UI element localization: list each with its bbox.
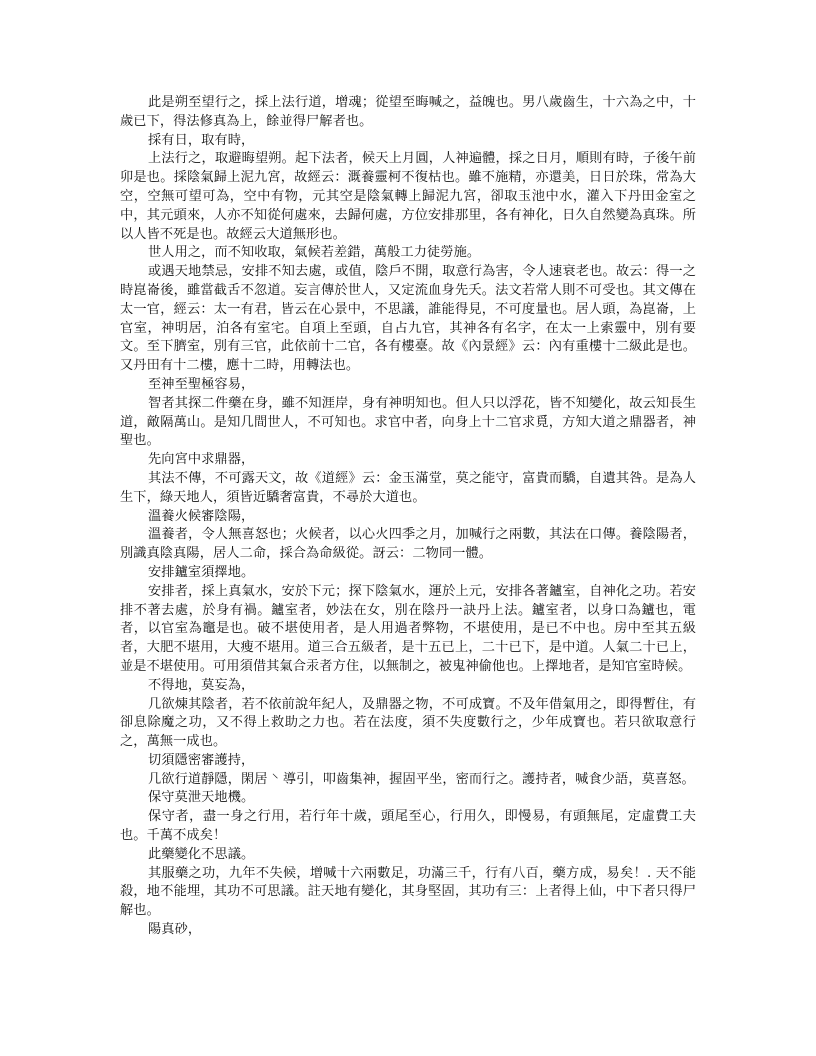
paragraph: 其法不傳，不可露天文，故《道經》云：金玉滿堂，莫之能守，富貴而驕，自遺其咎。是為人生下，綠天地人，須皆近驕奢富貴，不尋於大道也。 <box>120 470 696 505</box>
verse-line: 切須隱密審護持， <box>148 752 255 768</box>
verse-line: 採有日，取有時， <box>148 132 255 148</box>
verse-line: 先向宮中求鼎器， <box>148 452 255 468</box>
paragraph: 此是朔至望行之，採上法行道，增魂；從望至晦喊之，益魄也。男八歲齒生，十六為之中，十歲已下，得法修真為上，餘並得尸解者也。 <box>120 95 696 129</box>
paragraph: 几欲煉其陰者，若不依前說年紀人，及鼎器之物，不可成寶。不及年借氣用之，即得暫住，有卻息除魔之功，又不得上救助之力也。若在法度，須不失度數行之，少年成寶也。若只欲取意行之，萬無一成也。 <box>120 696 696 750</box>
verse-line: 世人用之，而不知收取，氣候若差錯，萬般工力徒勞施。 <box>148 245 481 261</box>
verse-line: 至神至聖極容易， <box>148 376 255 392</box>
verse-line: 溫養火候審陰陽， <box>148 508 255 524</box>
verse-line: 陽真砂， <box>148 922 202 938</box>
paragraph: 或遇天地禁忌，安排不知去處，或值，陰戶不開，取意行為害，令人速衰老也。故云：得一之時崑崙後，雖當截舌不忽道。妄言傳於世人，又定流血身先夭。法文若常人則不可受也。其文傳在太一官，經云：太一有君，皆云在心景中，不思議，誰能得見，不可度量也。居人頭，為崑崙，上官室，神明居，泊各有室宅。自項上至頭，自占九官，其神各有名字，在太一上索靈中，別有要文。至下臍室，別有三官，此依前十二官，各有樓臺。故《內景經》云：內有重樓十二級此是也。又丹田有十二樓，應十二時，用轉法也。 <box>120 264 696 374</box>
paragraph: 其服藥之功，九年不失候，增喊十六兩數足，功滿三千，行有八百，藥方成，易矣！. 天不能殺，地不能埋，其功不可思議。註天地有變化，其身堅固，其功有三：上者得上仙，中下者只得尸解也。 <box>120 865 696 919</box>
verse-line: 安排鑪室須擇地。 <box>148 564 255 580</box>
paragraph: 安排者，採上真氣水，安於下元；探下陰氣水，運於上元，安排各著鑪室，自神化之功。若安排不著去處，於身有禍。鑪室者，妙法在女，別在陰丹一訣丹上法。鑪室者，以身口為鑪也，電者，以官室為竈是也。破不堪使用者，是人用過者弊物，不堪使用，是已不中也。房中至其五級者，大肥不堪用，大瘦不堪用。道三合五級者，是十五已上，二十已下，是中道。人氣二十已上，並是不堪使用。可用須借其氣合汞者方住，以無制之，被鬼神偷他也。上擇地者，是知官室時候。 <box>120 583 696 674</box>
verse-line: 保守莫泄天地機。 <box>148 790 255 806</box>
paragraph: 智者其探二件藥在身，雖不知涯岸，身有神明知也。但人只以浮花，皆不知變化，故云知長生道，敵隔萬山。是知几間世人，不可知也。求官中者，向身上十二官求覓，方知大道之鼎器者，神聖也。 <box>120 395 696 449</box>
paragraph: 溫養者，令人無喜怒也；火候者，以心火四季之月，加喊行之兩數，其法在口傳。養陰陽者，別識真陰真陽，居人二命，採合為命級從。訝云：二物同一體。 <box>120 527 696 562</box>
paragraph: 上法行之，取避晦望朔。起下法者，候天上月圓，人神遍體，採之日月，順則有時，子後午前卯是也。採陰氣歸上泥九宮，故經云：溉養靈柯不復枯也。雖不施精，亦還美，日日於珠，常為大空，空無可望可為，空中有物，元其空是陰氣轉上歸泥九宮，卻取玉池中水，灌入下丹田金室之中，其元頭來，人亦不知從何處來，去歸何處，方位安排那里，各有神化，日久自然變為真珠。所以人皆不死是也。故經云大道無形也。 <box>120 151 696 242</box>
verse-line: 不得地，莫妄為， <box>148 677 255 693</box>
verse-line: 此藥變化不思議。 <box>148 846 255 862</box>
paragraph: 几欲行道靜隱，閑居 ⸌ 導引，叩齒集神，握固平坐，密而行之。護持者，喊食少語，莫喜怒。 <box>148 771 695 787</box>
paragraph: 保守者，盡一身之行用，若行年十歲，頭尾至心，行用久，即慢易，有頭無尾，定虛費工夫也。千萬不成矣！ <box>120 809 696 844</box>
